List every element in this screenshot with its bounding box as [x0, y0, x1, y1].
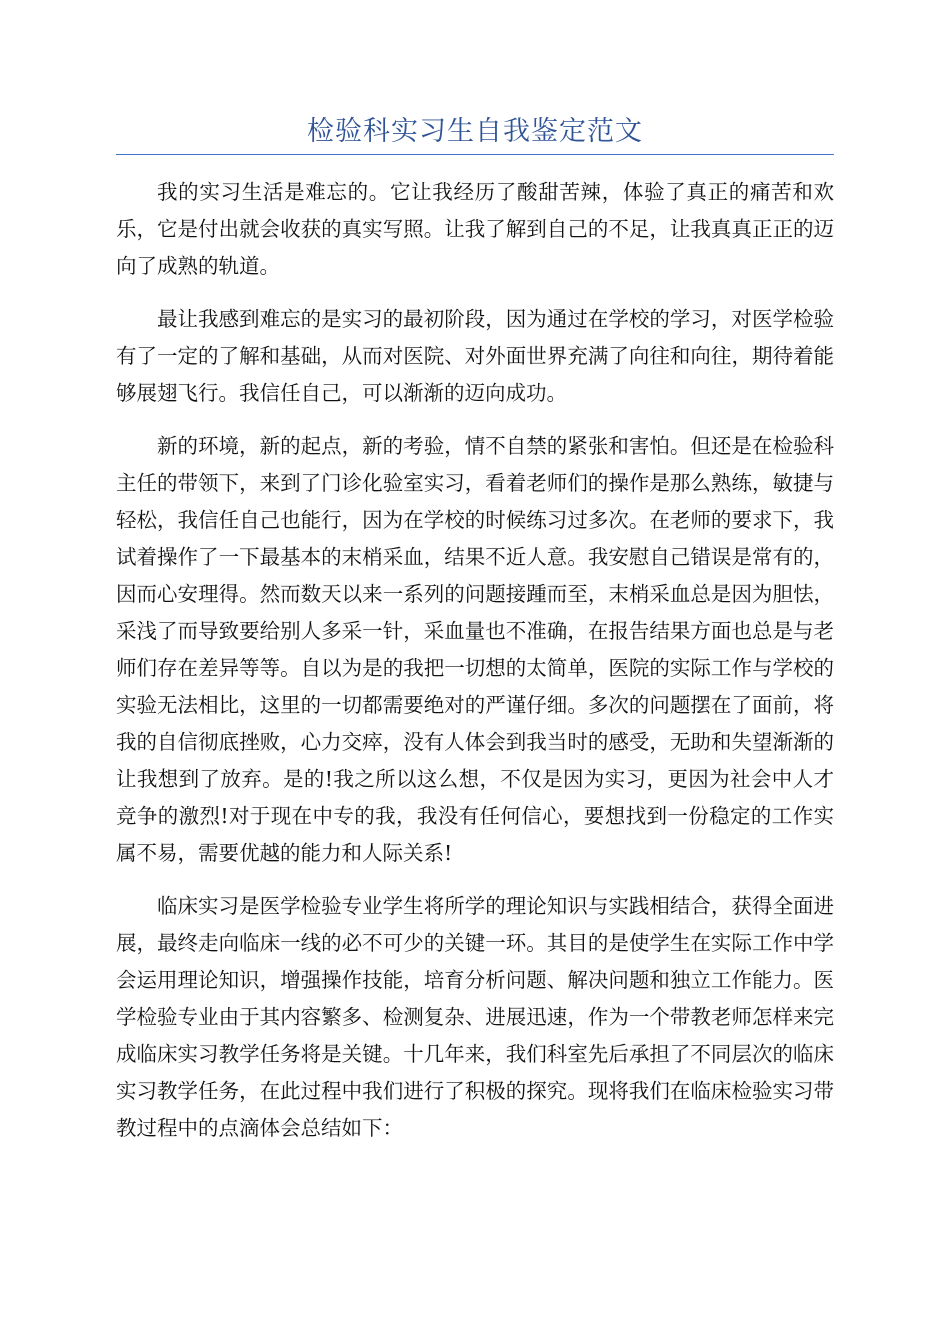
- title-underline: [116, 154, 834, 155]
- document-body: [116, 174, 834, 1163]
- document-title: 检验科实习生自我鉴定范文: [307, 116, 643, 147]
- paragraph-4: 临床实习是医学检验专业学生将所学的理论知识与实践相结合，获得全面进展，最终走向临床一线的必不可少的关键一环。其目的是使学生在实际工作中学会运用理论知识，增强操作技能，培育分析问题、解决问题和独立工作能力。医学检验专业由于其内容繁多、检测复杂、进展迅速，作为一个带教老师怎样来完成临床实习教学任务将是关键。十几年来，我们科室先后承担了不同层次的临床实习教学任务，在此过程中我们进行了积极的探究。现将我们在临床检验实习带教过程中的点滴体会总结如下：: [116, 894, 834, 1140]
- paragraph-1: 我的实习生活是难忘的。它让我经历了酸甜苦辣，体验了真正的痛苦和欢乐，它是付出就会收获的真实写照。让我了解到自己的不足，让我真真正正的迈向了成熟的轨道。: [116, 180, 834, 278]
- paragraph-3: 新的环境，新的起点，新的考验，情不自禁的紧张和害怕。但还是在检验科主任的带领下，来到了门诊化验室实习，看着老师们的操作是那么熟练，敏捷与轻松，我信任自己也能行，因为在学校的时候练习过多次。在老师的要求下，我试着操作了一下最基本的末梢采血，结果不近人意。我安慰自己错误是常有的，因而心安理得。然而数天以来一系列的问题接踵而至，末梢采血总是因为胆怯，采浅了而导致要给别人多采一针，采血量也不准确，在报告结果方面也总是与老师们存在差异等等。自以为是的我把一切想的太简单，医院的实际工作与学校的实验无法相比，这里的一切都需要绝对的严谨仔细。多次的问题摆在了面前，将我的自信彻底挫败，心力交瘁，没有人体会到我当时的感受，无助和失望渐渐的让我想到了放弃。是的!我之所以这么想，不仅是因为实习，更因为社会中人才竞争的激烈!对于现在中专的我，我没有任何信心，要想找到一份稳定的工作实属不易，需要优越的能力和人际关系!: [116, 434, 834, 865]
- paragraph-2: 最让我感到难忘的是实习的最初阶段，因为通过在学校的学习，对医学检验有了一定的了解和基础，从而对医院、对外面世界充满了向往和向往，期待着能够展翅飞行。我信任自己，可以渐渐的迈向成功。: [116, 307, 834, 405]
